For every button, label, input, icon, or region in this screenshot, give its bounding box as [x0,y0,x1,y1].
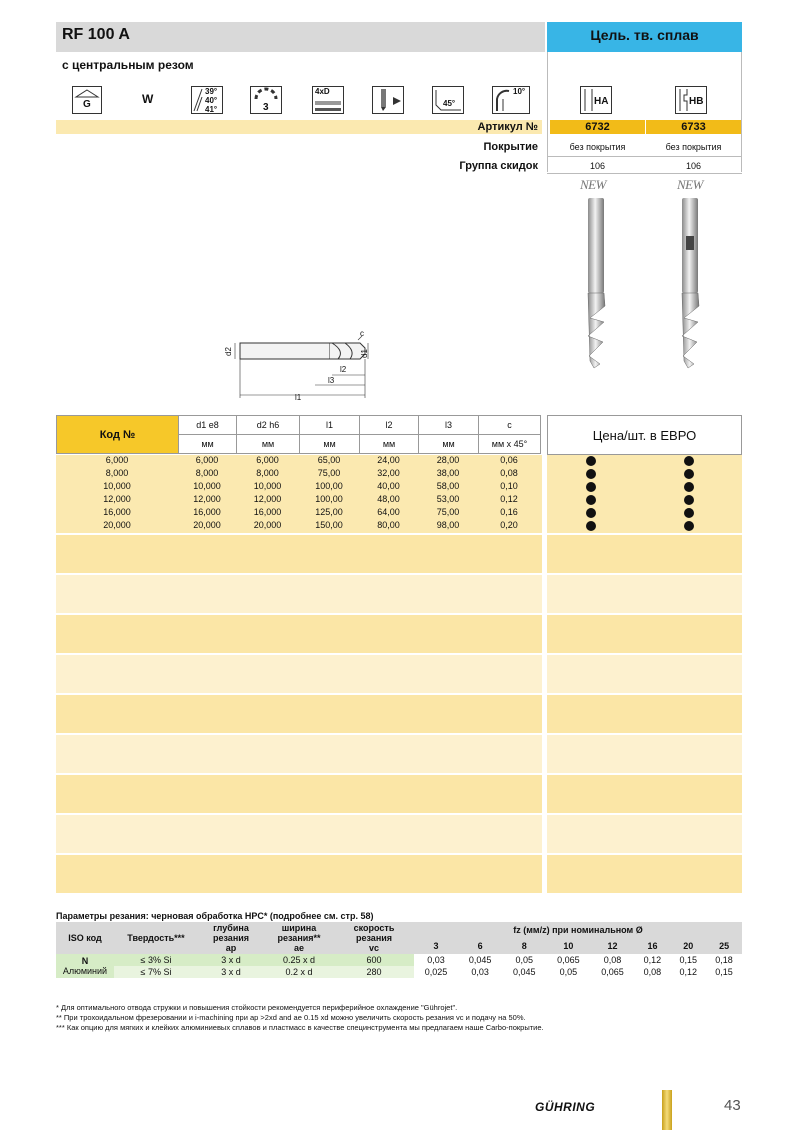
speed-header [334,922,414,954]
fz-cell: 0,08 [590,954,634,966]
dimension-cell: 0,06 [500,455,518,465]
code-cell: 12,000 [103,494,131,504]
coating-value: без покрытия [569,142,626,152]
width-text: ширина резания** [277,923,321,943]
dimension-cell: 0,10 [500,481,518,491]
footnote: * Для оптимального отвода стружки и повышения стойкости рекомендуется периферийное охлаждение "Gührojet". [56,1003,458,1012]
unit-cell: мм [360,435,419,454]
footnote: ** При трохоидальном фрезеровании и i-machining при ap >2xd and ae 0.15 xd можно увеличить скорость резания vc и подачу на 50%. [56,1013,526,1022]
tool-image-hb [672,196,708,371]
unit-cell: мм [237,435,300,454]
availability-dot [684,495,694,505]
length-label: 4xD [315,87,330,96]
iso-code: N [81,956,89,966]
availability-dot [684,521,694,531]
depth-header [198,922,264,954]
data-band [547,455,742,533]
row-divider [547,173,742,174]
width-cell: 0.2 x d [285,967,313,977]
col-header: d1 e8 [179,416,237,435]
availability-dot [684,482,694,492]
diameter-header: 6 [477,941,483,951]
dimension-cell: 80,00 [377,520,400,530]
empty-row-band [56,615,542,653]
dimension-cell: 125,00 [315,507,343,517]
dimension-cell: 12,000 [253,494,282,504]
chamfer-label: 45° [443,99,456,108]
dimension-cell: 8,000 [256,468,279,478]
shank-ha-icon [580,86,612,114]
chamfer-icon [432,86,464,114]
dimension-cell: 100,00 [315,494,343,504]
dimension-cell: 16,000 [193,507,221,517]
dimension-cell: 28,00 [436,455,460,465]
row-divider [547,156,742,157]
speed-symbol: vc [368,943,379,953]
speed-cell: 600 [366,955,382,965]
footnotes [56,1003,746,1033]
fz-header: fz (мм/z) при номинальном Ø [513,925,643,935]
dimension-cell: 12,000 [193,494,221,504]
width-header [264,922,334,954]
diameter-header: 12 [607,941,618,951]
dimension-cell: 0,20 [500,520,518,530]
product-subtitle: с центральным резом [62,58,194,72]
page-number: 43 [724,1097,741,1114]
fz-cell: 0,12 [670,966,706,978]
unit-cell: мм [419,435,479,454]
dimension-cell: 40,00 [377,481,400,491]
material-label: Цель. тв. сплав [590,27,699,43]
fz-cell: 0,03 [458,966,502,978]
fz-cell: 0,05 [546,966,590,978]
empty-row-band [547,535,742,573]
col-header: l2 [360,416,419,435]
fz-cell: 0,15 [670,954,706,966]
icon-label-w: W [142,92,154,106]
fz-cell: 0,12 [635,954,671,966]
clearance-angle-icon [492,86,530,114]
dim-l2: l2 [340,365,347,374]
depth-cell: 3 x d [221,967,241,977]
helix-angle-3: 41° [205,105,218,114]
dimension-cell: 8,000 [195,468,219,478]
dimension-cell: 58,00 [436,481,460,491]
code-header: Код № [57,416,179,454]
footnote: *** Как опцию для мягких и клейких алюминиевых сплавов и пластмасс в качестве специнструмента мы предлагаем наше Carbo-покрытие. [56,1023,544,1032]
availability-dot [684,456,694,466]
cutting-table [56,922,742,978]
fz-cell: 0,15 [706,966,742,978]
flute-count: 3 [263,102,269,113]
shank-ha-label: HA [594,96,609,107]
dim-l3: l3 [328,376,335,385]
diameter-header: 25 [719,941,730,951]
new-badge: NEW [580,177,606,192]
coating-value: без покрытия [665,142,722,152]
dimension-cell: 6,000 [195,455,219,465]
depth-cell: 3 x d [221,955,241,965]
empty-row-band [56,815,542,853]
iso-name: Алюминий [62,966,108,976]
width-cell: 0.25 x d [282,955,316,965]
empty-row-band [547,655,742,693]
depth-symbol: ap [225,943,237,953]
speed-cell: 280 [366,967,382,977]
dimension-cell: 20,000 [193,520,221,530]
discount-value: 106 [685,161,702,171]
article-number: 6732 [550,120,645,134]
empty-row-band [56,735,542,773]
helix-angle-2: 40° [205,96,218,105]
dimension-cell: 65,00 [317,455,341,465]
dimension-cell: 0,12 [500,494,518,504]
fz-cell: 0,05 [502,954,546,966]
new-badge: NEW [677,177,703,192]
article-row-band [56,120,542,134]
helix-angle-icon [191,86,223,114]
availability-dot [586,495,596,505]
empty-row-band [56,775,542,813]
depth-text: глубина резания [212,923,250,943]
iso-header: ISO код [68,933,102,943]
discount-label: Группа скидок [459,160,538,172]
hardness-cell: ≤ 7% Si [140,967,172,977]
empty-row-band [56,695,542,733]
iso-group [56,954,114,978]
dim-d2: d2 [223,347,233,356]
empty-row-band [56,575,542,613]
dimension-cell: 75,00 [436,507,460,517]
dimension-cell: 0,16 [500,507,518,517]
empty-row-band [56,855,542,893]
shank-hb-label: HB [689,96,704,107]
empty-row-band [56,655,542,693]
dimension-cell: 0,08 [500,468,518,478]
fz-cell: 0,045 [458,954,502,966]
dimension-cell: 24,00 [377,455,400,465]
dimension-cell: 32,00 [377,468,400,478]
availability-dot [586,508,596,518]
diameter-header: 16 [647,941,658,951]
angle-label: 10° [513,87,526,96]
tool-image-ha [578,196,614,371]
code-cell: 8,000 [105,468,129,478]
empty-row-band [547,695,742,733]
divider [547,52,548,172]
icon-label-g: G [83,99,91,110]
fz-cell: 0,03 [414,954,458,966]
dim-l1: l1 [295,393,302,402]
helix-angle-1: 39° [205,87,218,96]
col-header: l3 [419,416,479,435]
discount-value: 106 [589,161,606,171]
dim-c: c [360,329,364,338]
col-header: l1 [300,416,360,435]
dim-d1: d1 [359,349,369,358]
dimension-table [56,415,541,454]
fz-cell: 0,18 [706,954,742,966]
dimension-cell: 64,00 [377,507,400,517]
code-cell: 20,000 [103,520,131,530]
diameter-header: 10 [563,941,574,951]
length-icon [312,86,344,114]
empty-row-band [56,535,542,573]
code-cell: 16,000 [103,507,131,517]
tool-material-icon [72,86,102,114]
dimension-cell: 48,00 [377,494,400,504]
article-number: 6733 [646,120,741,134]
dimension-cell: 98,00 [436,520,460,530]
shank-hb-icon [675,86,707,114]
dimension-cell: 10,000 [253,481,282,491]
code-cell: 10,000 [103,481,131,491]
dimension-cell: 150,00 [315,520,343,530]
fz-cell: 0,025 [414,966,458,978]
unit-cell: мм [179,435,237,454]
width-symbol: ae [293,943,304,953]
unit-cell: мм [300,435,360,454]
dimension-cell: 100,00 [315,481,343,491]
fz-cell: 0,045 [502,966,546,978]
brand-logo: GÜHRING [535,1100,596,1114]
divider [741,52,742,172]
diameter-header: 3 [433,941,439,951]
empty-row-band [547,615,742,653]
diameter-header: 20 [683,941,694,951]
col-header: d2 h6 [237,416,300,435]
product-title: RF 100 A [62,26,130,43]
empty-row-band [547,815,742,853]
empty-row-band [547,775,742,813]
availability-dot [586,456,596,466]
empty-row-band [547,575,742,613]
availability-dot [586,482,596,492]
code-cell: 6,000 [105,455,129,465]
availability-dot [684,469,694,479]
availability-dot [586,469,596,479]
availability-dot [684,508,694,518]
dimension-cell: 20,000 [253,520,282,530]
empty-row-band [547,735,742,773]
unit-cell: мм x 45° [479,435,541,454]
dimension-cell: 53,00 [436,494,460,504]
dimension-cell: 16,000 [253,507,282,517]
hardness-cell: ≤ 3% Si [140,955,172,965]
article-label: Артикул № [477,121,538,133]
fz-cell: 0,08 [635,966,671,978]
dimension-cell: 6,000 [256,455,279,465]
availability-dot [586,521,596,531]
cutting-title: Параметры резания: черновая обработка HPC* (подробнее см. стр. 58) [56,911,374,921]
dimension-cell: 38,00 [436,468,460,478]
empty-row-band [547,855,742,893]
center-cutting-icon [372,86,404,114]
flute-count-icon [250,86,282,114]
shank-type-icon [133,86,163,114]
coating-label: Покрытие [483,141,538,153]
hardness-header: Твердость*** [127,933,185,943]
speed-text: скорость резания [353,923,395,943]
price-header: Цена/шт. в ЕВРО [547,415,742,455]
fz-cell: 0,065 [590,966,634,978]
dimension-cell: 75,00 [317,468,341,478]
col-header: c [479,416,541,435]
fz-cell: 0,065 [546,954,590,966]
brand-bar [662,1090,672,1130]
diameter-header: 8 [521,941,527,951]
dimension-cell: 10,000 [193,481,221,491]
